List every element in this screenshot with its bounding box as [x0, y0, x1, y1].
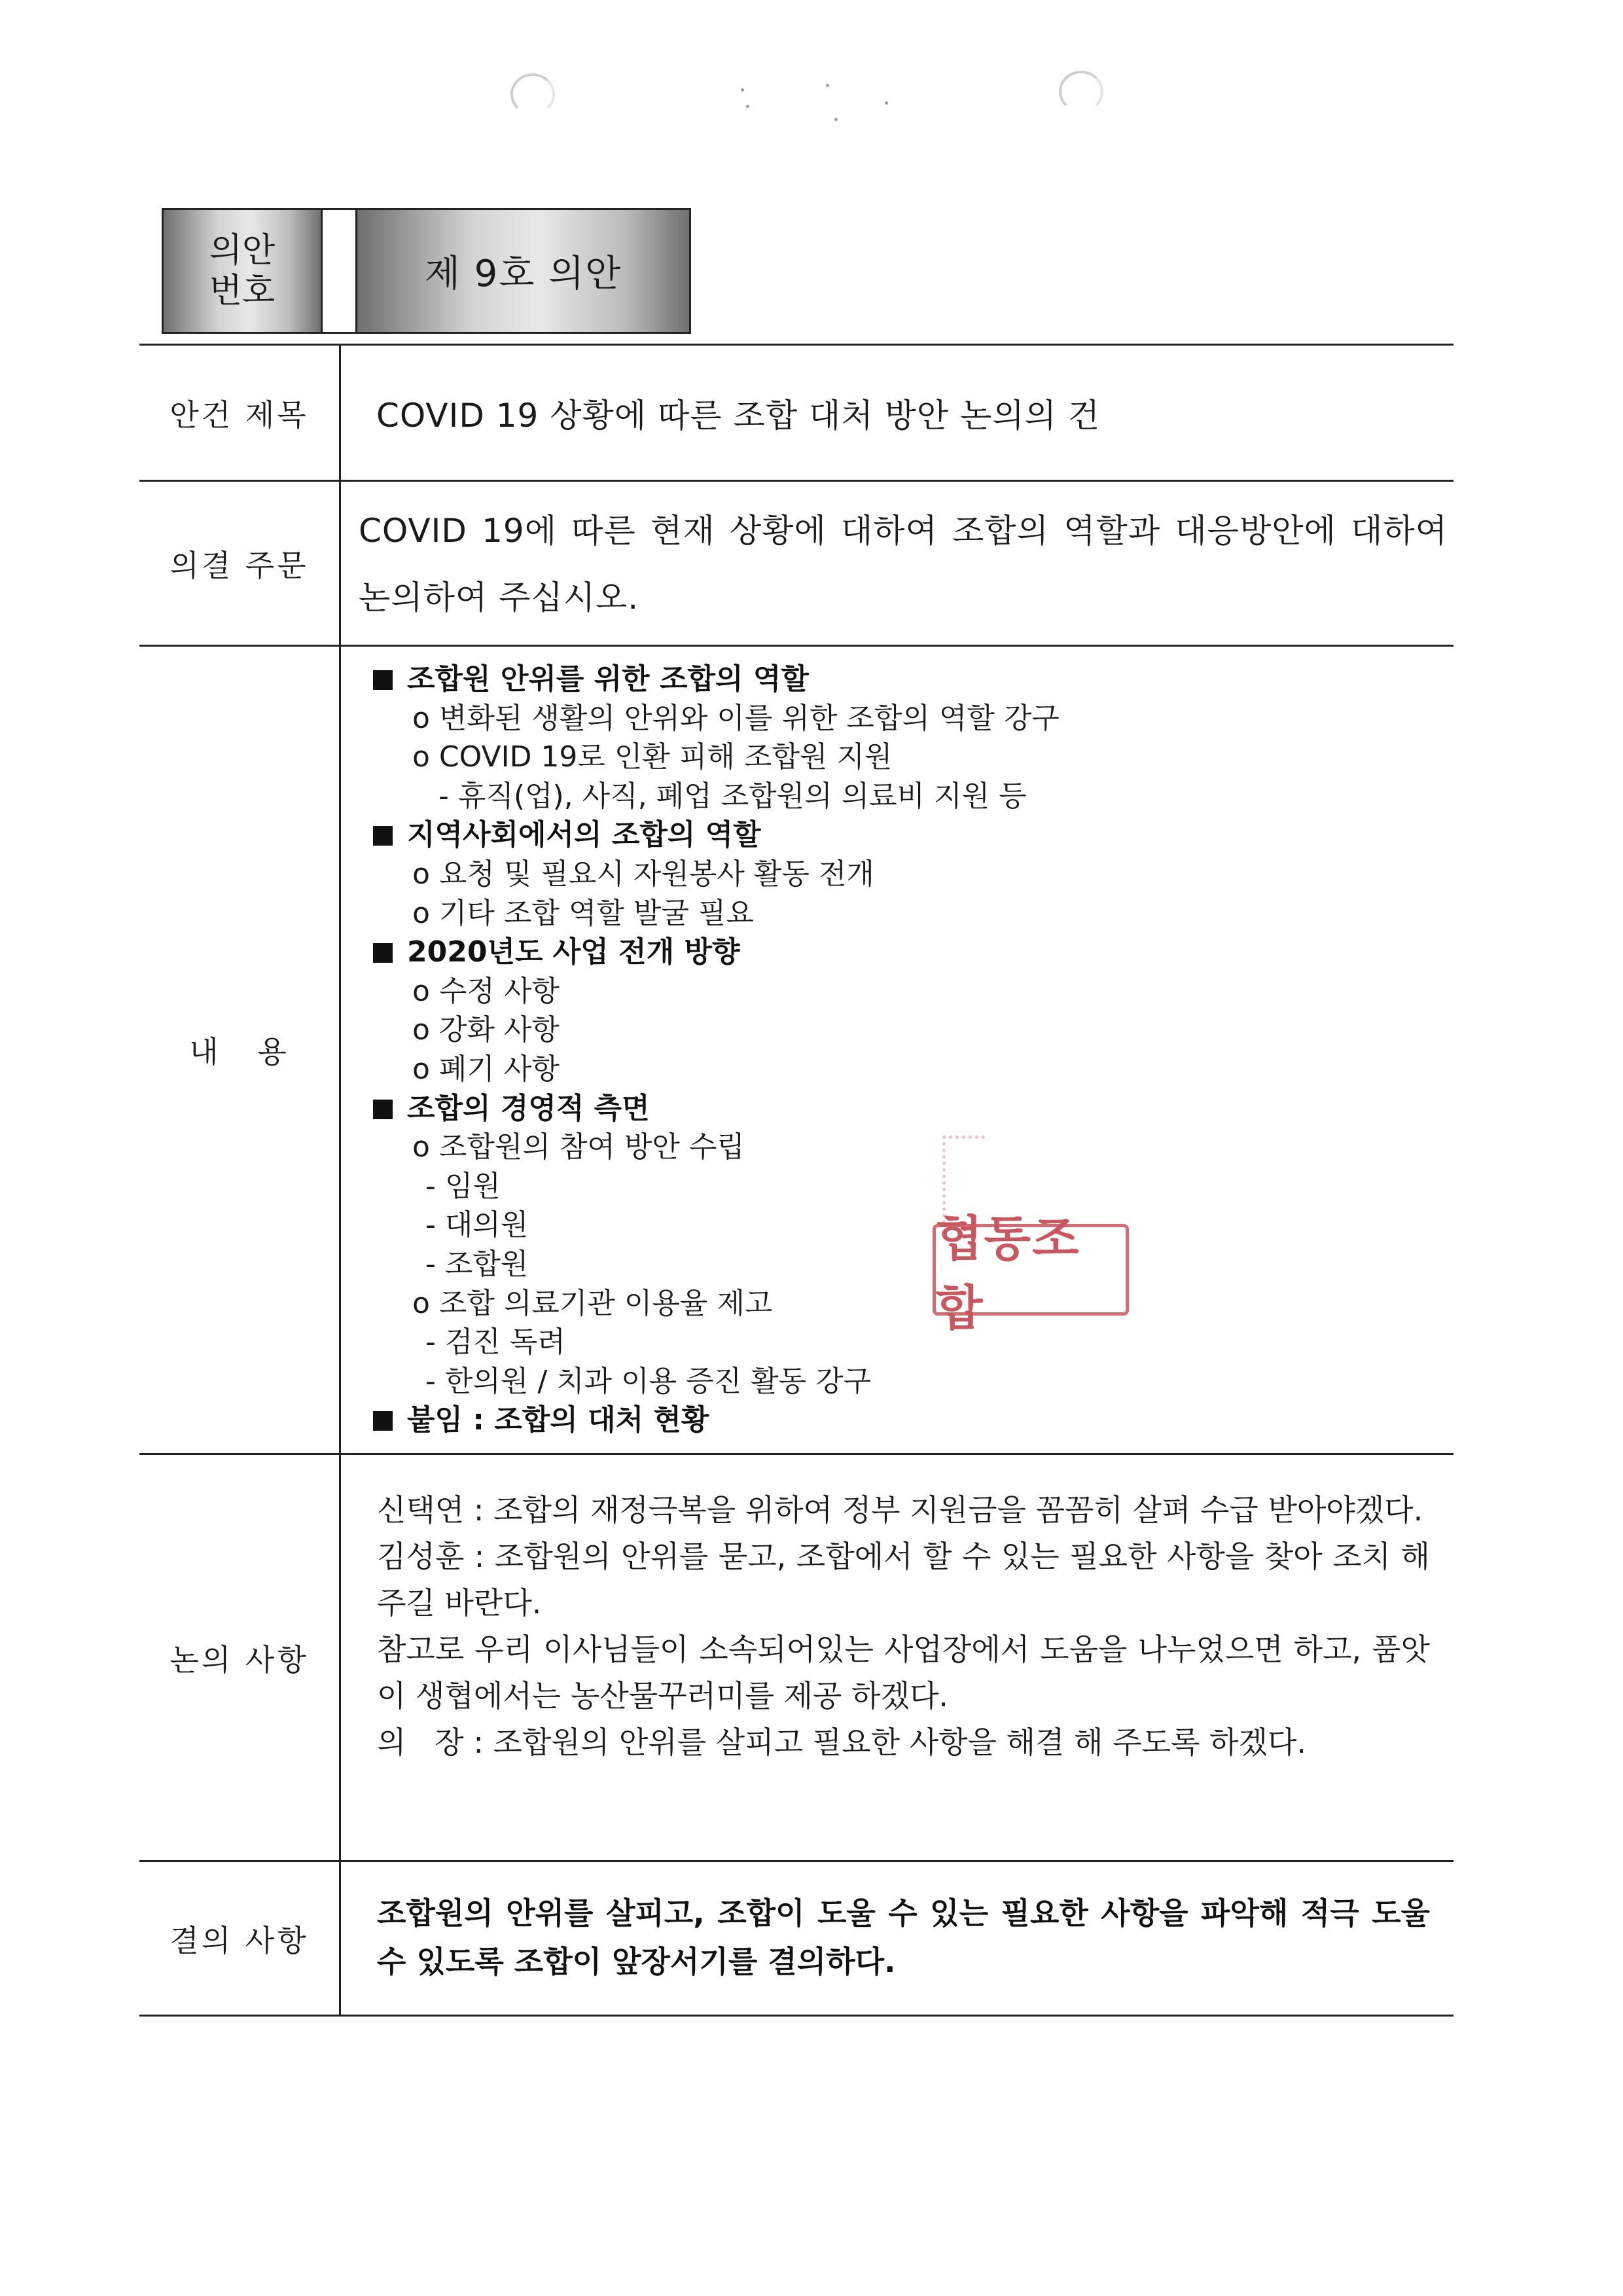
section-heading	[373, 1401, 1427, 1440]
decision-label	[139, 1862, 339, 2015]
scan-speck	[885, 101, 888, 105]
label-column-divider	[339, 344, 341, 2017]
table-bottom-border	[139, 2015, 1454, 2017]
resolution-main-label-text: 의결 주문	[169, 547, 309, 583]
list-item: 붙임 : 조합의 대처 현황	[407, 1403, 709, 1437]
seal-text: 협동조합	[936, 1211, 1080, 1336]
discussion-paragraph: 신택연 : 조합의 재정극복을 위하여 정부 지원금을 꼼꼼히 살펴 수급 받아야겠다.	[377, 1492, 1423, 1528]
list-item: o COVID 19로 인환 피해 조합원 지원	[412, 740, 893, 774]
resolution-main-label	[139, 482, 339, 645]
square-bullet-icon	[373, 670, 393, 690]
bill-number-label	[162, 208, 323, 334]
square-bullet-icon	[373, 943, 393, 963]
list-item: 지역사회에서의 조합의 역할	[407, 818, 761, 852]
section-heading	[373, 660, 1427, 699]
punch-hole-right	[1059, 71, 1103, 113]
decision-text: 조합원의 안위를 살피고, 조합이 도울 수 있는 필요한 사항을 파악해 적극 도울 수 있도록 조합이 앞장서기를 결의하다.	[377, 1895, 1430, 1979]
list-item: o 폐기 사항	[412, 1052, 560, 1086]
bill-number-value-text: 제 9호 의안	[424, 253, 622, 295]
list-item: 조합의 경영적 측면	[407, 1091, 650, 1125]
decision-label-text: 결의 사항	[169, 1922, 309, 1958]
discussion-paragraph: 의 장 : 조합원의 안위를 살피고 필요한 사항을 해결 해 주도록 하겠다.	[377, 1725, 1306, 1760]
list-item: 2020년도 사업 전개 방향	[407, 935, 740, 969]
section-heading	[373, 933, 1427, 972]
list-item: o 수정 사항	[412, 974, 560, 1008]
bill-number-label-text: 의안 번호	[209, 231, 276, 311]
decision-content	[377, 1889, 1430, 1986]
title-label	[139, 346, 339, 480]
title-label-text: 안건 제목	[169, 397, 309, 433]
content-label-text: 내 용	[189, 1034, 289, 1069]
list-item: o 강화 사항	[412, 1013, 560, 1047]
section-heading	[373, 1089, 1427, 1128]
title-content	[366, 346, 1453, 480]
agenda-title: COVID 19 상황에 따른 조합 대처 방안 논의의 건	[376, 396, 1101, 435]
bill-number-value	[355, 208, 691, 334]
list-item: - 임원	[425, 1169, 501, 1203]
square-bullet-icon	[373, 1100, 393, 1119]
square-bullet-icon	[373, 826, 393, 846]
header-gap	[323, 208, 355, 334]
resolution-main-content	[359, 497, 1448, 631]
content-list	[373, 660, 1427, 1440]
list-item: - 대의원	[425, 1208, 529, 1242]
scan-speck	[834, 118, 838, 121]
list-item: - 검진 독려	[425, 1325, 565, 1359]
discussion-paragraph: 김성훈 : 조합원의 안위를 묻고, 조합에서 할 수 있는 필요한 사항을 찾아 조치 해주길 바란다.	[377, 1539, 1430, 1621]
discussion-label-text: 논의 사항	[169, 1641, 309, 1677]
list-item: o 변화된 생활의 안위와 이를 위한 조합의 역할 강구	[412, 701, 1060, 735]
list-item: - 조합원	[425, 1247, 529, 1281]
list-item: o 조합 의료기관 이용율 제고	[412, 1286, 773, 1320]
content-label	[139, 647, 339, 1453]
scan-speck	[746, 105, 749, 108]
list-item: o 요청 및 필요시 자원봉사 활동 전개	[412, 857, 874, 891]
list-item: o 기타 조합 역할 발굴 필요	[412, 896, 754, 930]
section-heading	[373, 816, 1427, 855]
list-item: o 조합원의 참여 방안 수립	[412, 1130, 745, 1164]
resolution-main-text: COVID 19에 따른 현재 상황에 대하여 조합의 역할과 대응방안에 대하여 논의하여 주십시오.	[359, 512, 1448, 617]
square-bullet-icon	[373, 1411, 393, 1431]
cooperative-seal-stamp	[933, 1211, 1129, 1336]
list-item: - 한의원 / 치과 이용 증진 활동 강구	[425, 1364, 872, 1398]
discussion-content	[377, 1487, 1430, 1766]
scan-speck	[826, 84, 829, 87]
discussion-paragraph: 참고로 우리 이사님들이 소속되어있는 사업장에서 도움을 나누었으면 하고, 품앗이 생협에서는 농산물꾸러미를 제공 하겠다.	[377, 1632, 1430, 1713]
list-item: - 휴직(업), 사직, 폐업 조합원의 의료비 지원 등	[438, 779, 1027, 813]
list-item: 조합원 안위를 위한 조합의 역할	[407, 662, 809, 696]
punch-hole-left	[510, 73, 555, 115]
discussion-label	[139, 1455, 339, 1860]
scan-speck	[741, 88, 744, 92]
